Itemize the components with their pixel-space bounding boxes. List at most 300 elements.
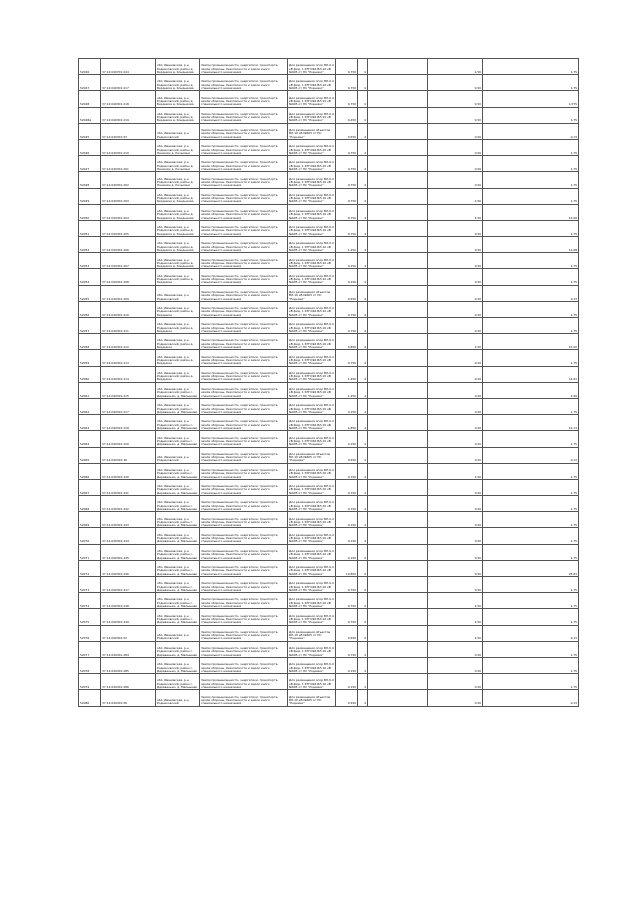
cell-land-category: Земли промышленности, энергетики, транспорта, земли обороны, безопасности и земли иного специального назначения xyxy=(200,577,288,593)
cell-address: обл. Ивановская, р-н Родниковский, район с. Деревеньки, д. Малышево xyxy=(156,431,200,447)
cell-land-category: Земли промышленности, энергетики, транспорта, земли обороны, безопасности и земли иного специального назначения xyxy=(200,496,288,512)
cell-land-category: Земли промышленности, энергетики, транспорта, земли обороны, безопасности и земли иного специального назначения xyxy=(200,269,288,285)
cell-address: обл. Ивановская, р-н Родниковский, район д. Бердниха д. Кондыкова xyxy=(156,253,200,269)
table-row xyxy=(79,431,579,447)
table-row xyxy=(79,318,579,334)
cell-permitted-use: Для размещения опор ВЛ-0,4 кВ фид. 1 КТП №6 ВЛ-10 кВ №605 от ПС "Родники" xyxy=(288,382,336,398)
cell-area: 0,150 xyxy=(336,657,358,673)
cell-cost: 0,50 xyxy=(428,544,483,560)
cell-empty xyxy=(368,625,428,641)
cell-cost: 0,50 xyxy=(428,172,483,188)
cell-cadastral-number: 37:14:040301:56 xyxy=(101,690,156,706)
cell-number: 52045 xyxy=(79,123,101,139)
table-row xyxy=(79,301,579,317)
cell-cost: 2,50 xyxy=(428,463,483,479)
cell-address: обл. Ивановская, р-н Родниковский, район д. Бердниха xyxy=(156,350,200,366)
cell-permitted-use: Для размещения объектов ВЛ-10 кВ №605 от ПС "Родники" xyxy=(288,285,336,301)
cell-cost: 0,50 xyxy=(428,431,483,447)
table-row xyxy=(79,625,579,641)
cell-address: обл. Ивановская, р-н Родниковский, район с. Деревеньки, д. Малышево xyxy=(156,528,200,544)
cell-empty xyxy=(368,479,428,495)
cell-cost: 2,50 xyxy=(428,593,483,609)
cell-area: 0,450 xyxy=(336,107,358,123)
cell-cadastral-number: 37:14:040301:285 xyxy=(101,657,156,673)
cell-address: обл. Ивановская, р-н Родниковский, район д. Бердниха д. Кондыкова xyxy=(156,204,200,220)
cell-address: обл. Ивановская, р-н Родниковский xyxy=(156,625,200,641)
cell-cadastral-number: 37:14:040301:220 xyxy=(101,431,156,447)
cell-address: обл. Ивановская, р-н Родниковский, район д. Бердниха д. Кондыкова xyxy=(156,75,200,91)
cell-tax: 15,00 xyxy=(483,334,579,350)
cell-number: 52059 xyxy=(79,350,101,366)
cell-permitted-use: Для размещения опор ВЛ-0,4 кВ фид. 1 КТП №6 ВЛ-10 кВ №605 от ПС "Родники" xyxy=(288,528,336,544)
cell-cost: 0,50 xyxy=(428,123,483,139)
cell-cost: 2,50 xyxy=(428,334,483,350)
cell-cost: 0,50 xyxy=(428,107,483,123)
cell-address: обл. Ивановская, р-н Родниковский, район д. Бердниха xyxy=(156,269,200,285)
cell-number: 52070 xyxy=(79,528,101,544)
table-row xyxy=(79,366,579,382)
cell-empty xyxy=(368,237,428,253)
cell-cost: 0,50 xyxy=(428,560,483,576)
cell-number: 52048 xyxy=(79,172,101,188)
cell-unit: 4 xyxy=(358,253,368,269)
cell-area: 0,550 xyxy=(336,123,358,139)
cell-cost: 0,50 xyxy=(428,398,483,414)
cell-area: 0,550 xyxy=(336,690,358,706)
cell-empty xyxy=(368,156,428,172)
table-row xyxy=(79,463,579,479)
cell-tax: 1,75 xyxy=(483,609,579,625)
cell-unit: 4 xyxy=(358,366,368,382)
cell-permitted-use: Для размещения опор ВЛ-0,4 кВ фид. 1 КТП №6 ВЛ-10 кВ №605 от ПС "Родники" xyxy=(288,512,336,528)
cell-cost: 0,50 xyxy=(428,285,483,301)
cell-unit: 4 xyxy=(358,269,368,285)
cell-area: 0,750 xyxy=(336,139,358,155)
cell-land-category: Земли промышленности, энергетики, транспорта, земли обороны, безопасности и земли иного специального назначения xyxy=(200,431,288,447)
cell-address: обл. Ивановская, р-н Родниковский, район д. Пешково д. Козьмино xyxy=(156,139,200,155)
cell-cost: 0,50 xyxy=(428,382,483,398)
cell-area: 0,750 xyxy=(336,188,358,204)
cell-permitted-use: Для размещения объектов ВЛ-10 кВ №605 от ПС "Родники" xyxy=(288,625,336,641)
cell-cadastral-number: 37:14:040301:240 xyxy=(101,463,156,479)
cell-unit: 4 xyxy=(358,398,368,414)
cell-empty xyxy=(368,560,428,576)
cell-tax: 1,75 xyxy=(483,577,579,593)
cell-permitted-use: Для размещения опор ВЛ-0,4 кВ фид. 1 КТП №6 ВЛ-10 кВ №605 от ПС "Родники" xyxy=(288,269,336,285)
cell-tax: 1,75 xyxy=(483,657,579,673)
table-row xyxy=(79,398,579,414)
cell-tax: 1,75 xyxy=(483,674,579,690)
cell-empty xyxy=(368,301,428,317)
cell-cadastral-number: 37:14:040301:244 xyxy=(101,528,156,544)
table-row xyxy=(79,657,579,673)
cell-area: 0,750 xyxy=(336,577,358,593)
cell-permitted-use: Для размещения опор ВЛ-0,4 кВ фид. 1 КТП №6 ВЛ-10 кВ №605 от ПС "Родники" xyxy=(288,156,336,172)
cell-unit: 4 xyxy=(358,382,368,398)
cell-cost: 0,50 xyxy=(428,366,483,382)
cell-land-category: Земли промышленности, энергетики, транспорта, земли обороны, безопасности и земли иного специального назначения xyxy=(200,220,288,236)
cell-land-category: Земли промышленности, энергетики, транспорта, земли обороны, безопасности и земли иного специального назначения xyxy=(200,609,288,625)
cell-empty xyxy=(368,139,428,155)
cell-address: обл. Ивановская, р-н Родниковский, район д. Бердниха д. Кондыкова xyxy=(156,220,200,236)
cell-tax: 1,75 xyxy=(483,269,579,285)
cell-land-category: Земли промышленности, энергетики, транспорта, земли обороны, безопасности и земли иного специального назначения xyxy=(200,172,288,188)
cell-cadastral-number: 37:14:040301:203 xyxy=(101,188,156,204)
cell-address: обл. Ивановская, р-н Родниковский, район д. Бердниха xyxy=(156,366,200,382)
cell-unit: 4 xyxy=(358,544,368,560)
cell-permitted-use: Для размещения опор ВЛ-0,4 кВ фид. 1 КТП №6 ВЛ-10 кВ №605 от ПС "Родники" xyxy=(288,220,336,236)
table-row xyxy=(79,75,579,91)
cell-address: обл. Ивановская, р-н Родниковский xyxy=(156,447,200,463)
cell-cost: 0,50 xyxy=(428,91,483,107)
cell-empty xyxy=(368,674,428,690)
table-row xyxy=(79,641,579,657)
cell-cost: 0,50 xyxy=(428,253,483,269)
cell-cost: 0,50 xyxy=(428,237,483,253)
cell-tax: 1,75 xyxy=(483,172,579,188)
cell-unit: 4 xyxy=(358,188,368,204)
cell-cost: 0,50 xyxy=(428,139,483,155)
cell-cadastral-number: 37:14:040301:53 xyxy=(101,123,156,139)
table-row xyxy=(79,512,579,528)
cell-cadastral-number: 37:14:040301:218 xyxy=(101,91,156,107)
cell-permitted-use: Для размещения опор ВЛ-0,4 кВ фид. 1 КТП №6 ВЛ-10 кВ №605 от ПС "Родники" xyxy=(288,59,336,75)
cell-cost: 0,50 xyxy=(428,496,483,512)
cell-tax: 1,75 xyxy=(483,496,579,512)
cell-empty xyxy=(368,382,428,398)
cell-address: обл. Ивановская, р-н Родниковский, район д. Бердниха xyxy=(156,334,200,350)
cell-number: 52048д xyxy=(79,107,101,123)
cell-address: обл. Ивановская, р-н Родниковский, район д. Бердниха д. Кондыкова xyxy=(156,59,200,75)
cell-permitted-use: Для размещения опор ВЛ-0,4 кВ фид. 1 КТП №6 ВЛ-10 кВ №605 от ПС "Родники" xyxy=(288,204,336,220)
cell-cost: 2,50 xyxy=(428,188,483,204)
cell-area: 0,750 xyxy=(336,204,358,220)
cell-empty xyxy=(368,398,428,414)
cell-tax: 1,75 xyxy=(483,301,579,317)
cell-area: 0,750 xyxy=(336,91,358,107)
cell-area: 0,150 xyxy=(336,674,358,690)
cell-address: обл. Ивановская, р-н Родниковский, район с. Деревеньки, д. Малышево xyxy=(156,560,200,576)
cell-tax: 1,75 xyxy=(483,528,579,544)
cell-land-category: Земли промышленности, энергетики, транспорта, земли обороны, безопасности и земли иного специального назначения xyxy=(200,156,288,172)
cell-permitted-use: Для размещения опор ВЛ-0,4 кВ фид. 1 КТП №6 ВЛ-10 кВ №605 от ПС "Родники" xyxy=(288,366,336,382)
cell-land-category: Земли промышленности, энергетики, транспорта, земли обороны, безопасности и земли иного специального назначения xyxy=(200,415,288,431)
cell-permitted-use: Для размещения опор ВЛ-0,4 кВ фид. 1 КТП №6 ВЛ-10 кВ №605 от ПС "Родники" xyxy=(288,641,336,657)
cell-empty xyxy=(368,528,428,544)
cell-number: 52054 xyxy=(79,269,101,285)
cell-permitted-use: Для размещения опор ВЛ-0,4 кВ фид. 1 КТП №6 ВЛ-10 кВ №605 от ПС "Родники" xyxy=(288,479,336,495)
cell-number: 52078 xyxy=(79,657,101,673)
cell-area: 0,150 xyxy=(336,544,358,560)
cell-land-category: Земли промышленности, энергетики, транспорта, земли обороны, безопасности и земли иного специального назначения xyxy=(200,657,288,673)
cell-area: 0,750 xyxy=(336,156,358,172)
cell-area: 0,750 xyxy=(336,496,358,512)
cell-cost: 2,50 xyxy=(428,609,483,625)
cell-number: 52074 xyxy=(79,593,101,609)
cell-land-category: Земли промышленности, энергетики, транспорта, земли обороны, безопасности и земли иного специального назначения xyxy=(200,544,288,560)
cell-number: 52072 xyxy=(79,560,101,576)
cell-tax: 0,13 xyxy=(483,690,579,706)
cell-tax: 12,13 xyxy=(483,415,579,431)
table-row xyxy=(79,269,579,285)
land-plots-table xyxy=(78,58,579,707)
cell-unit: 4 xyxy=(358,156,368,172)
cell-cadastral-number: 37:14:040301:241 xyxy=(101,479,156,495)
cell-unit: 4 xyxy=(358,609,368,625)
cell-empty xyxy=(368,690,428,706)
cell-land-category: Земли промышленности, энергетики, транспорта, земли обороны, безопасности и земли иного специального назначения xyxy=(200,123,288,139)
cell-cost: 0,50 xyxy=(428,479,483,495)
cell-number: 52066 xyxy=(79,463,101,479)
cell-land-category: Земли промышленности, энергетики, транспорта, земли обороны, безопасности и земли иного специального назначения xyxy=(200,625,288,641)
cell-land-category: Земли промышленности, энергетики, транспорта, земли обороны, безопасности и земли иного специального назначения xyxy=(200,560,288,576)
cell-cost: 0,50 xyxy=(428,301,483,317)
cell-area: 0,750 xyxy=(336,75,358,91)
cell-cadastral-number: 37:14:040301:217 xyxy=(101,75,156,91)
cell-permitted-use: Для размещения опор ВЛ-0,4 кВ фид. 1 КТП №6 ВЛ-10 кВ №605 от ПС "Родники" xyxy=(288,593,336,609)
cell-land-category: Земли промышленности, энергетики, транспорта, земли обороны, безопасности и земли иного специального назначения xyxy=(200,528,288,544)
cell-empty xyxy=(368,269,428,285)
cell-cadastral-number: 37:14:040301:213 xyxy=(101,350,156,366)
cell-unit: 4 xyxy=(358,59,368,75)
cell-number: 52075 xyxy=(79,609,101,625)
cell-permitted-use: Для размещения опор ВЛ-0,4 кВ фид. 1 КТП №6 ВЛ-10 кВ №605 от ПС "Родники" xyxy=(288,301,336,317)
cell-unit: 4 xyxy=(358,285,368,301)
cell-cadastral-number: 37:14:040301:246 xyxy=(101,560,156,576)
cell-tax: 1,75 xyxy=(483,479,579,495)
table-row xyxy=(79,496,579,512)
cell-unit: 4 xyxy=(358,334,368,350)
cell-area: 0,150 xyxy=(336,398,358,414)
cell-address: обл. Ивановская, р-н Родниковский xyxy=(156,690,200,706)
cell-unit: 4 xyxy=(358,350,368,366)
cell-tax: 1,75 xyxy=(483,350,579,366)
cell-address: обл. Ивановская, р-н Родниковский, район с. Деревеньки, д. Малышево xyxy=(156,479,200,495)
cell-empty xyxy=(368,512,428,528)
cell-land-category: Земли промышленности, энергетики, транспорта, земли обороны, безопасности и земли иного специального назначения xyxy=(200,139,288,155)
cell-unit: 4 xyxy=(358,318,368,334)
cell-cadastral-number: 37:14:040301:245 xyxy=(101,544,156,560)
cell-tax: 14,61 xyxy=(483,366,579,382)
cell-tax: 1,75 xyxy=(483,220,579,236)
cell-area: 1,450 xyxy=(336,382,358,398)
cell-unit: 4 xyxy=(358,690,368,706)
cell-tax: 14,00 xyxy=(483,204,579,220)
cell-cadastral-number: 37:14:040301:284 xyxy=(101,641,156,657)
cell-address: обл. Ивановская, р-н Родниковский, район с. Деревеньки, д. Малышево xyxy=(156,593,200,609)
cell-empty xyxy=(368,75,428,91)
cell-address: обл. Ивановская, р-н Родниковский, район с. Деревеньки, д. Малышево xyxy=(156,382,200,398)
cell-land-category: Земли промышленности, энергетики, транспорта, земли обороны, безопасности и земли иного специального назначения xyxy=(200,75,288,91)
cell-unit: 4 xyxy=(358,657,368,673)
cell-empty xyxy=(368,204,428,220)
cell-unit: 4 xyxy=(358,593,368,609)
cell-cost: 0,50 xyxy=(428,269,483,285)
cell-address: обл. Ивановская, р-н Родниковский, район с. Деревеньки, д. Малышево xyxy=(156,398,200,414)
cell-empty xyxy=(368,431,428,447)
cell-unit: 4 xyxy=(358,674,368,690)
cell-area: 0,750 xyxy=(336,479,358,495)
cell-number: 52077 xyxy=(79,641,101,657)
cell-address: обл. Ивановская, р-н Родниковский, район с. Деревеньки, д. Малышево xyxy=(156,496,200,512)
cell-permitted-use: Для размещения опор ВЛ-0,4 кВ фид. 1 КТП №6 ВЛ-10 кВ №605 от ПС "Родники" xyxy=(288,139,336,155)
cell-land-category: Земли промышленности, энергетики, транспорта, земли обороны, безопасности и земли иного специального назначения xyxy=(200,253,288,269)
table-row xyxy=(79,528,579,544)
cell-unit: 4 xyxy=(358,415,368,431)
cell-empty xyxy=(368,609,428,625)
cell-area: 0,150 xyxy=(336,269,358,285)
cell-number: 52057 xyxy=(79,318,101,334)
cell-empty xyxy=(368,123,428,139)
cell-empty xyxy=(368,657,428,673)
cell-land-category: Земли промышленности, энергетики, транспорта, земли обороны, безопасности и земли иного специального назначения xyxy=(200,318,288,334)
cell-cadastral-number: 37:14:040301:208 xyxy=(101,269,156,285)
cell-number: 52071 xyxy=(79,544,101,560)
table-row xyxy=(79,237,579,253)
cell-land-category: Земли промышленности, энергетики, транспорта, земли обороны, безопасности и земли иного специального назначения xyxy=(200,366,288,382)
cell-land-category: Земли промышленности, энергетики, транспорта, земли обороны, безопасности и земли иного специального назначения xyxy=(200,593,288,609)
cell-land-category: Земли промышленности, энергетики, транспорта, земли обороны, безопасности и земли иного специального назначения xyxy=(200,59,288,75)
cell-unit: 4 xyxy=(358,204,368,220)
cell-empty xyxy=(368,107,428,123)
cell-number: 52076 xyxy=(79,625,101,641)
cell-permitted-use: Для размещения опор ВЛ-0,4 кВ фид. 1 КТП №6 ВЛ-10 кВ №605 от ПС "Родники" xyxy=(288,431,336,447)
cell-cost: 2,50 xyxy=(428,204,483,220)
cell-land-category: Земли промышленности, энергетики, транспорта, земли обороны, безопасности и земли иного специального назначения xyxy=(200,690,288,706)
cell-tax: 2,50 xyxy=(483,382,579,398)
land-plots-table-sheet xyxy=(78,58,578,707)
cell-empty xyxy=(368,285,428,301)
cell-address: обл. Ивановская, р-н Родниковский, район д. Бердниха xyxy=(156,301,200,317)
cell-cost: 0,50 xyxy=(428,220,483,236)
cell-unit: 4 xyxy=(358,431,368,447)
cell-address: обл. Ивановская, р-н Родниковский, район с. Деревеньки, д. Малышево xyxy=(156,415,200,431)
cell-empty xyxy=(368,496,428,512)
table-row xyxy=(79,334,579,350)
cell-cadastral-number: 37:14:040301:201 xyxy=(101,156,156,172)
cell-cost: 0,50 xyxy=(428,156,483,172)
cell-area: 0,750 xyxy=(336,172,358,188)
cell-number: 52062 xyxy=(79,398,101,414)
table-row xyxy=(79,350,579,366)
cell-permitted-use: Для размещения опор ВЛ-0,4 кВ фид. 1 КТП №6 ВЛ-10 кВ №605 от ПС "Родники" xyxy=(288,237,336,253)
cell-land-category: Земли промышленности, энергетики, транспорта, земли обороны, безопасности и земли иного специального назначения xyxy=(200,512,288,528)
cell-area: 0,750 xyxy=(336,59,358,75)
cell-tax: 1,75 xyxy=(483,544,579,560)
cell-number: 52047 xyxy=(79,156,101,172)
cell-tax: 1,75 xyxy=(483,398,579,414)
cell-empty xyxy=(368,59,428,75)
cell-address: обл. Ивановская, р-н Родниковский, район с. Деревеньки, д. Малышево xyxy=(156,577,200,593)
cell-area: 1,450 xyxy=(336,366,358,382)
cell-address: обл. Ивановская, р-н Родниковский, район с. Деревеньки, д. Малышево xyxy=(156,674,200,690)
table-row xyxy=(79,382,579,398)
cell-land-category: Земли промышленности, энергетики, транспорта, земли обороны, безопасности и земли иного специального назначения xyxy=(200,398,288,414)
cell-number: 52050 xyxy=(79,204,101,220)
table-row xyxy=(79,188,579,204)
cell-unit: 4 xyxy=(358,496,368,512)
cell-address: обл. Ивановская, р-н Родниковский xyxy=(156,285,200,301)
cell-address: обл. Ивановская, р-н Родниковский, район д. Пешково д. Козьмино xyxy=(156,156,200,172)
cell-number: 52065 xyxy=(79,447,101,463)
cell-area: 0,550 xyxy=(336,447,358,463)
cell-unit: 4 xyxy=(358,479,368,495)
cell-cost: 0,50 xyxy=(428,528,483,544)
cell-area: 0,850 xyxy=(336,334,358,350)
cell-empty xyxy=(368,318,428,334)
cell-tax: 1,75 xyxy=(483,188,579,204)
cell-number: 52061 xyxy=(79,382,101,398)
cell-permitted-use: Для размещения опор ВЛ-0,4 кВ фид. 1 КТП №6 ВЛ-10 кВ №605 от ПС "Родники" xyxy=(288,318,336,334)
table-row xyxy=(79,172,579,188)
cell-area: 0,750 xyxy=(336,301,358,317)
cell-unit: 4 xyxy=(358,447,368,463)
cell-tax: 1,75 xyxy=(483,253,579,269)
cell-cadastral-number: 37:14:040301:214 xyxy=(101,366,156,382)
cell-cost: 0,50 xyxy=(428,512,483,528)
cell-number: 52079 xyxy=(79,674,101,690)
cell-unit: 4 xyxy=(358,237,368,253)
cell-land-category: Земли промышленности, энергетики, транспорта, земли обороны, безопасности и земли иного специального назначения xyxy=(200,641,288,657)
cell-empty xyxy=(368,334,428,350)
cell-permitted-use: Для размещения опор ВЛ-0,4 кВ фид. 1 КТП №6 ВЛ-10 кВ №605 от ПС "Родники" xyxy=(288,253,336,269)
table-row xyxy=(79,59,579,75)
table-row xyxy=(79,91,579,107)
cell-number: 52052 xyxy=(79,237,101,253)
cell-empty xyxy=(368,641,428,657)
table-row xyxy=(79,609,579,625)
cell-area: 0,150 xyxy=(336,512,358,528)
cell-cost: 0,50 xyxy=(428,75,483,91)
cell-permitted-use: Для размещения опор ВЛ-0,4 кВ фид. 1 КТП №6 ВЛ-10 кВ №605 от ПС "Родники" xyxy=(288,415,336,431)
cell-tax: 1,75 xyxy=(483,641,579,657)
cell-permitted-use: Для размещения объектов ВЛ-10 кВ №605 от ПС "Родники" xyxy=(288,123,336,139)
cell-address: обл. Ивановская, р-н Родниковский, район с. Деревеньки, д. Малышево xyxy=(156,609,200,625)
cell-cost: 0,50 xyxy=(428,447,483,463)
cell-permitted-use: Для размещения объектов ВЛ-10 кВ №605 от ПС "Родники" xyxy=(288,690,336,706)
cell-address: обл. Ивановская, р-н Родниковский, район с. Деревеньки, д. Малышево xyxy=(156,512,200,528)
cell-land-category: Земли промышленности, энергетики, транспорта, земли обороны, безопасности и земли иного специального назначения xyxy=(200,479,288,495)
cell-tax: 1,75 xyxy=(483,463,579,479)
cell-cadastral-number: 37:14:040301:211 xyxy=(101,318,156,334)
cell-permitted-use: Для размещения опор ВЛ-0,4 кВ фид. 1 КТП №6 ВЛ-10 кВ №605 от ПС "Родники" xyxy=(288,657,336,673)
cell-cost: 0,50 xyxy=(428,577,483,593)
cell-cadastral-number: 37:14:040301:218 xyxy=(101,415,156,431)
cell-address: обл. Ивановская, р-н Родниковский, район д. Бердниха д. Кондыкова xyxy=(156,107,200,123)
cell-address: обл. Ивановская, р-н Родниковский, район д. Бердниха xyxy=(156,318,200,334)
cell-land-category: Земли промышленности, энергетики, транспорта, земли обороны, безопасности и земли иного специального назначения xyxy=(200,301,288,317)
cell-land-category: Земли промышленности, энергетики, транспорта, земли обороны, безопасности и земли иного специального назначения xyxy=(200,350,288,366)
cell-permitted-use: Для размещения опор ВЛ-0,4 кВ фид. 1 КТП №6 ВЛ-10 кВ №605 от ПС "Родники" xyxy=(288,674,336,690)
cell-area: 0,550 xyxy=(336,285,358,301)
table-row xyxy=(79,544,579,560)
cell-permitted-use: Для размещения опор ВЛ-0,4 кВ фид. 1 КТП №6 ВЛ-10 кВ №605 от ПС "Родники" xyxy=(288,350,336,366)
cell-empty xyxy=(368,544,428,560)
cell-tax: 0,13 xyxy=(483,447,579,463)
cell-cadastral-number: 37:14:040301:52 xyxy=(101,625,156,641)
cell-area: 0,150 xyxy=(336,253,358,269)
cell-number: 52080 xyxy=(79,690,101,706)
cell-unit: 4 xyxy=(358,560,368,576)
cell-cost: 0,50 xyxy=(428,641,483,657)
table-row xyxy=(79,107,579,123)
table-row xyxy=(79,156,579,172)
cell-tax: 1,75 xyxy=(483,156,579,172)
cell-area: 0,750 xyxy=(336,350,358,366)
cell-tax: 0,13 xyxy=(483,285,579,301)
cell-empty xyxy=(368,593,428,609)
cell-empty xyxy=(368,415,428,431)
